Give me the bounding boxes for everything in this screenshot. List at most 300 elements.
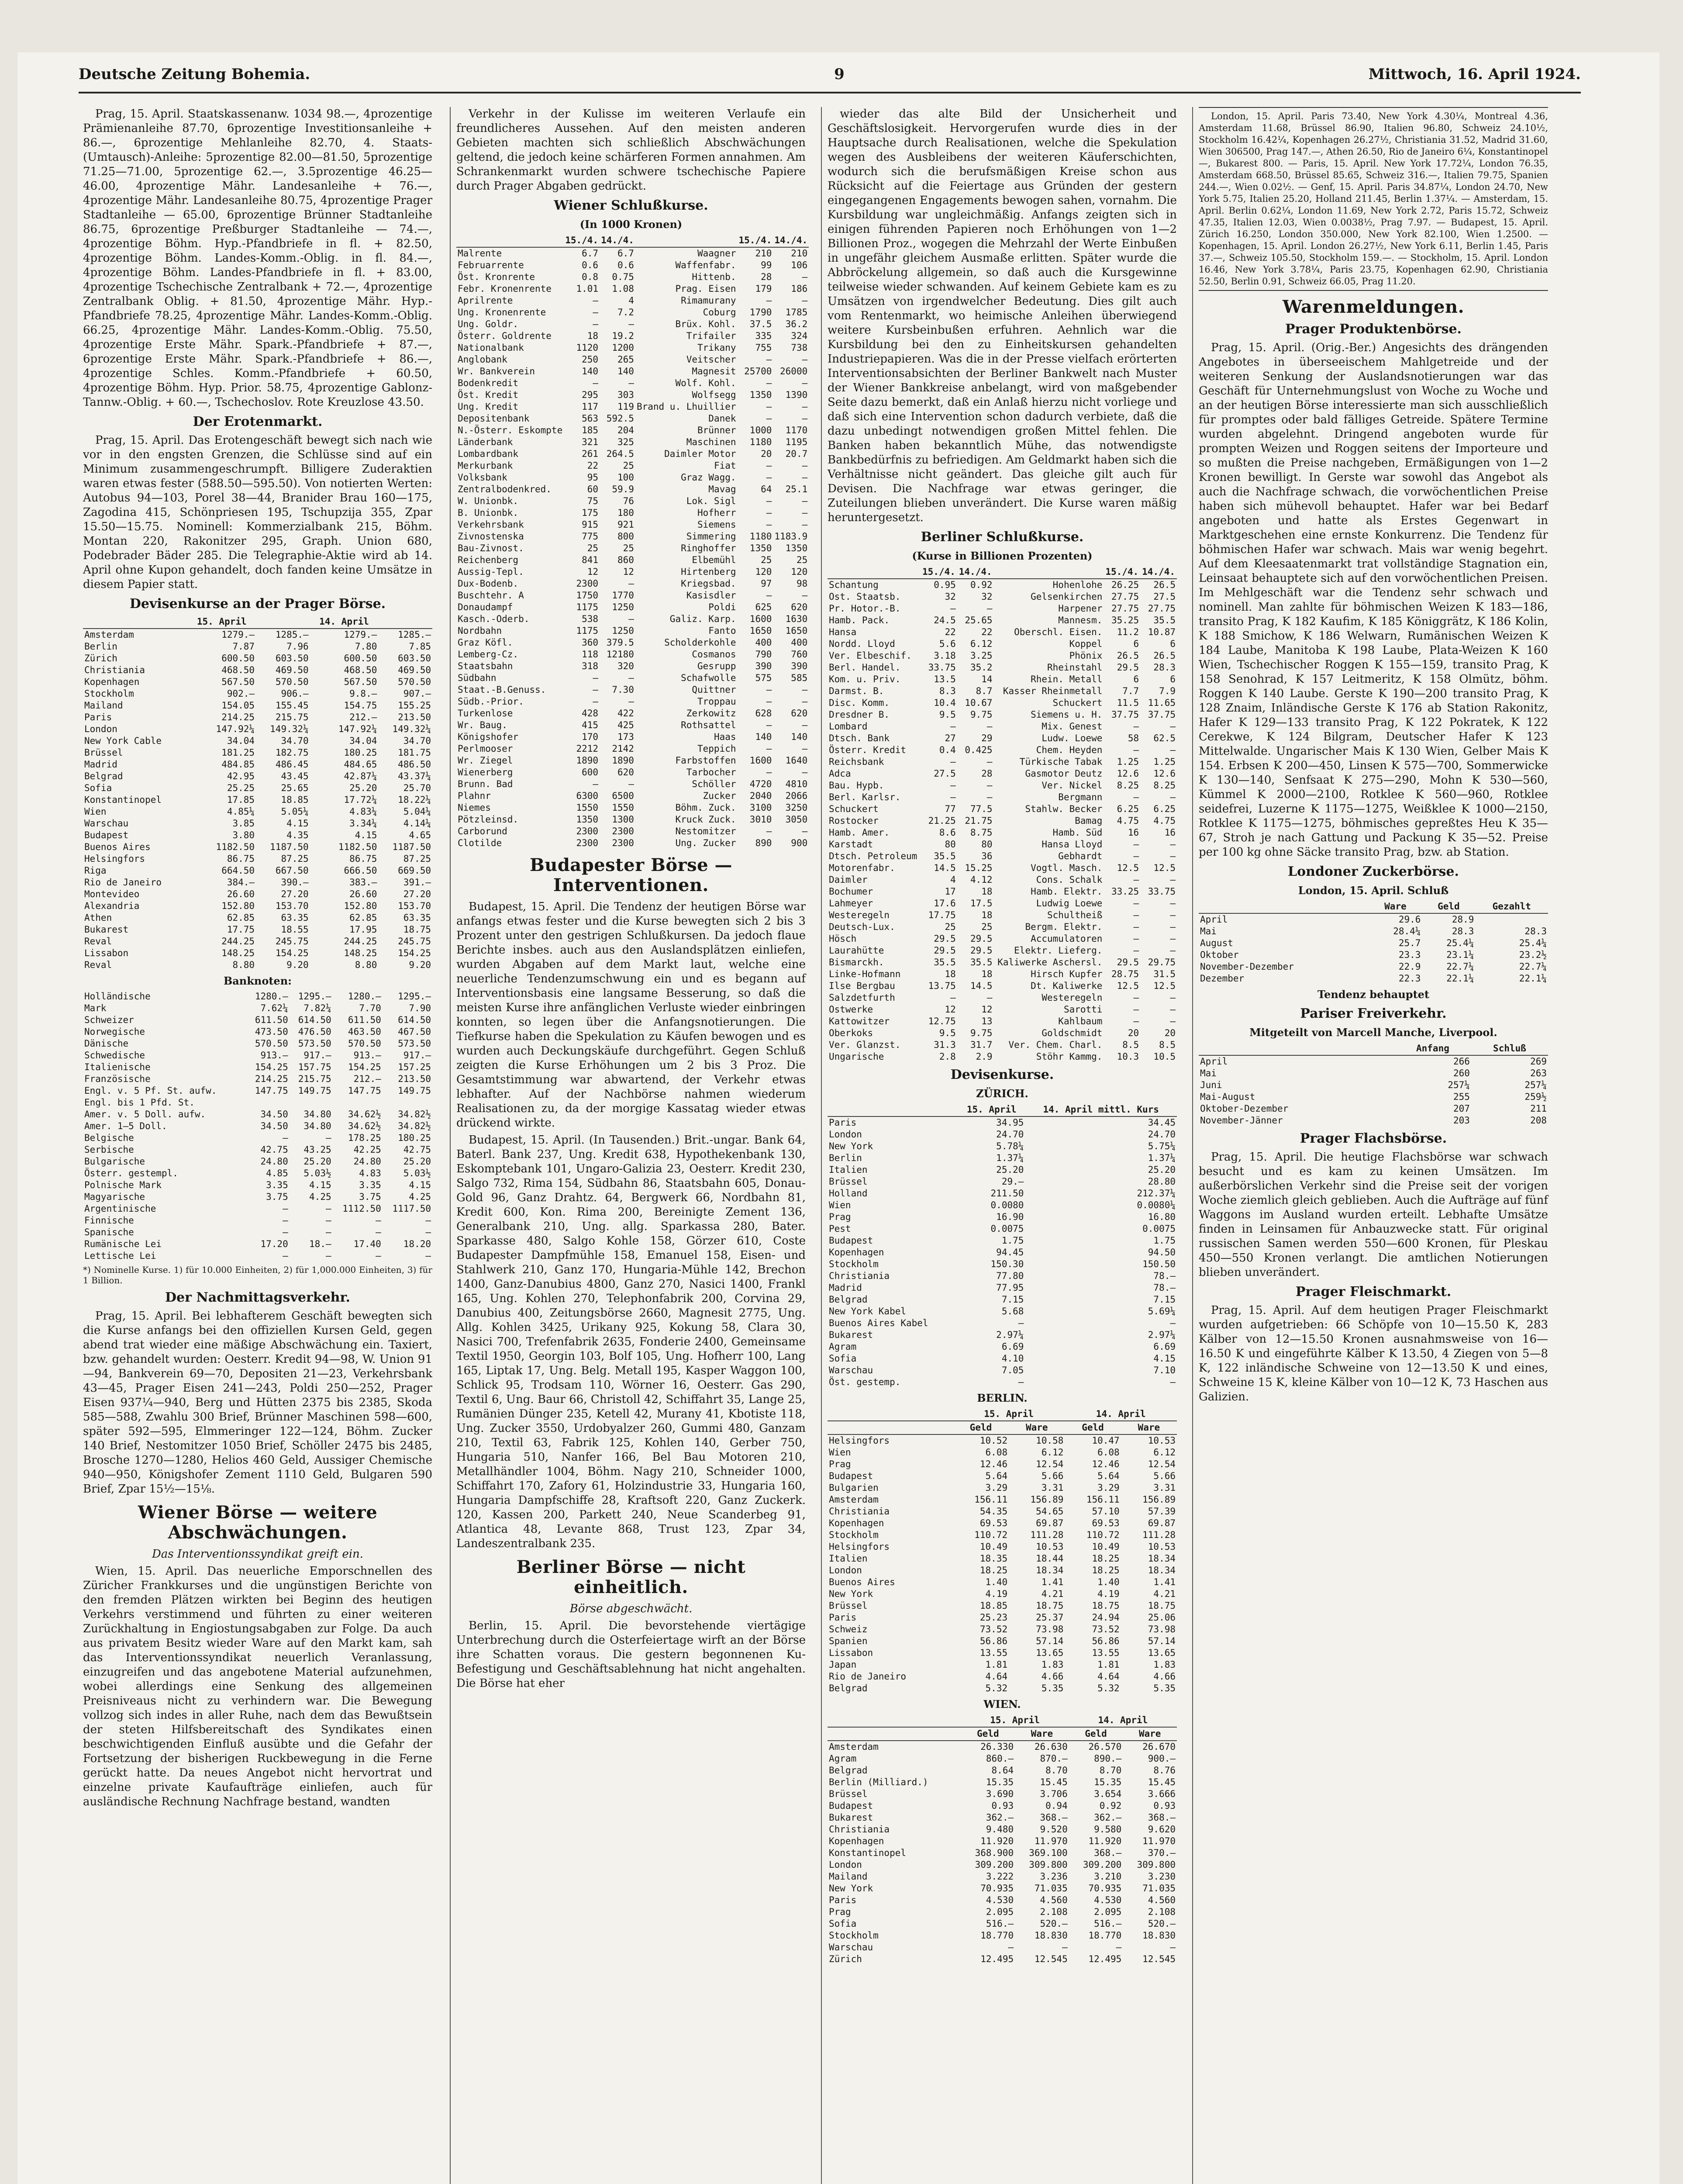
table-row bbox=[83, 806, 432, 818]
table-cell: — bbox=[766, 413, 772, 424]
table-cell: 111.28 bbox=[1142, 1530, 1176, 1540]
table-cell: 10.87 bbox=[1148, 627, 1176, 637]
table-cell: 570.50 bbox=[255, 1038, 288, 1049]
column-header: Ware bbox=[1121, 1421, 1177, 1434]
table-cell: — bbox=[1170, 792, 1176, 802]
table-cell: Italienische bbox=[84, 1062, 151, 1072]
table-cell: 27.5 bbox=[1153, 591, 1176, 602]
table-cell: — bbox=[1170, 910, 1176, 920]
table-cell: 0.94 bbox=[1045, 1800, 1068, 1811]
table-cell: 0.0075 bbox=[1142, 1223, 1176, 1234]
table-cell bbox=[1475, 913, 1548, 926]
table-cell: Stockholm bbox=[829, 1530, 879, 1540]
table-cell: Trikany bbox=[697, 342, 736, 353]
table-cell: 18.20 bbox=[403, 1239, 431, 1249]
table-cell: 4.21 bbox=[1153, 1589, 1176, 1599]
masthead-date: Mittwoch, 16. April 1924. bbox=[1368, 66, 1581, 83]
table-cell: Daimler Motor bbox=[664, 449, 736, 459]
table-cell: 110.72 bbox=[1086, 1530, 1120, 1540]
table-cell: 400 bbox=[791, 637, 808, 648]
table-row bbox=[456, 354, 809, 366]
table-cell: 870.— bbox=[1040, 1753, 1068, 1764]
kulisse-text: Verkehr in der Kulisse im weiteren Verlaufe ein freundlicheres Aussehen. Auf den meisten anderen Gebieten machten sich schließlich Abschwächungen geltend, die jedoch keine schärferen Formen annahmen. Am Schrankenmarkt wurden schwere tschechische Papiere durch Prager Abgaben gedrückt. bbox=[456, 107, 806, 193]
table-cell: 0.95 bbox=[934, 580, 956, 590]
table-cell: 620 bbox=[791, 708, 808, 719]
table-row bbox=[1199, 913, 1548, 926]
table-cell: 7.70 bbox=[359, 1003, 381, 1013]
table-cell: — bbox=[1170, 898, 1176, 909]
table-cell: — bbox=[986, 757, 993, 767]
table-cell: 1.75 bbox=[1001, 1235, 1024, 1246]
table-cell: 120 bbox=[791, 567, 808, 577]
column-1 bbox=[83, 107, 432, 2184]
table-cell: 0.8 bbox=[582, 272, 599, 282]
table-cell: 1600 bbox=[749, 614, 772, 624]
table-cell: 63.35 bbox=[403, 912, 431, 923]
table-cell: 75 bbox=[587, 496, 599, 506]
table-cell: 29.— bbox=[1001, 1176, 1024, 1187]
table-cell: 147.75 bbox=[348, 1085, 381, 1096]
table-cell: 211 bbox=[1530, 1103, 1547, 1114]
table-cell: 4.35 bbox=[286, 830, 309, 840]
table-cell: 94.50 bbox=[1148, 1247, 1176, 1258]
table-row bbox=[828, 721, 1177, 733]
table-cell: Buenos Aires Kabel bbox=[829, 1318, 928, 1328]
table-cell: 43.45 bbox=[281, 771, 309, 781]
table-cell: 36.2 bbox=[785, 319, 808, 329]
table-cell: 600 bbox=[582, 767, 599, 778]
table-cell: 16.80 bbox=[1148, 1212, 1176, 1222]
table-row bbox=[83, 794, 432, 806]
table-cell: Amsterdam bbox=[829, 1494, 879, 1505]
berlin-label: BERLIN. bbox=[977, 1392, 1028, 1404]
table-cell: 14 bbox=[981, 674, 993, 684]
column-header: Schluß bbox=[1471, 1042, 1548, 1055]
table-cell: — bbox=[1133, 874, 1139, 885]
table-cell: — bbox=[1133, 745, 1139, 755]
table-cell: 1300 bbox=[612, 814, 634, 825]
table-cell: 215.75 bbox=[275, 712, 309, 722]
table-cell: 775 bbox=[582, 531, 599, 542]
table-cell: — bbox=[1018, 1377, 1024, 1387]
table-cell: 26.5 bbox=[1153, 580, 1176, 590]
table-cell: Stöhr Kammg. bbox=[1036, 1051, 1103, 1062]
table-cell: — bbox=[1170, 874, 1176, 885]
table-cell: Hansa Lloyd bbox=[1042, 839, 1103, 850]
table-cell: 664.50 bbox=[221, 865, 255, 876]
column-header: 14. April mittl. Kurs bbox=[1025, 1103, 1177, 1116]
table-row bbox=[828, 697, 1177, 709]
table-cell: 12.5 bbox=[1153, 981, 1176, 991]
table-cell: 12 bbox=[981, 1004, 993, 1015]
table-cell: 34.70 bbox=[403, 736, 431, 746]
table-cell: — bbox=[376, 1227, 381, 1237]
table-cell: Bodenkredit bbox=[458, 378, 519, 388]
table-cell: 4.25 bbox=[409, 1192, 431, 1202]
table-row bbox=[83, 912, 432, 924]
table-cell: 573.50 bbox=[298, 1038, 331, 1049]
table-cell: 18.— bbox=[309, 1239, 331, 1249]
table-cell: 3.210 bbox=[1094, 1871, 1122, 1882]
table-cell: Ver. Glanzst. bbox=[829, 1040, 901, 1050]
anleihen-text: Prag, 15. April. Staatskassenanw. 1034 98.—, 4prozentige Prämienanleihe 87.70, 6prozentige Investitionsanleihe + 86.—, 6prozentige Mehlanleihe 82.70, 4. Staats-(Umtausch)-Anleihe: 5prozentige 82.00—81.50, 5prozentige 71.25—71.00, 5prozentige 62.—, 3.5prozentige 46.25—46.00, 4prozentige Mähr. Landesanleihe + 76.—, 4prozentige Mähr. Landesanleihe 80.75, 4prozentige Prager Stadtanleihe — 65.00, 6prozentige Brünner Stadtanleihe 86.75, 6prozentige Preßburger Stadtanleihe — 74.—, 4prozentige Böhm. Hyp.-Pfandbriefe in fl. + 82.50, 4prozentige Böhm. Landes-Komm.-Oblig. in fl. 84.—, 4prozentige Böhm. Landes-Pfandbriefe in fl. + 83.00, 4prozentige Tschechische Zentralbank + 72.—, 4prozentige Zentralbank Oblig. + 81.50, 4prozentige Mähr. Hyp.-Pfandbriefe 78.25, 4prozentige Mähr. Landes-Komm.-Oblig. 66.25, 4prozentige Mähr. Landes-Komm.-Oblig. 75.50, 4prozentige Erste Mähr. Spark.-Pfandbriefe + 87.—, 6prozentige Erste Mähr. Spark.-Pfandbriefe + 86.—, 4prozentige Schles. Komm.-Pfandbriefe + 60.50, 4prozentige Böhm. Hyp. Prior. 58.75, 4prozentige Gablonz-Tannw.-Oblig. + 60.—, Tschechoslov. Rote Kreuzlose 43.50. bbox=[83, 107, 432, 409]
table-cell: — bbox=[950, 992, 956, 1003]
table-cell: Ringhoffer bbox=[681, 543, 736, 553]
table-cell: — bbox=[628, 614, 634, 624]
table-cell: 17.72¼ bbox=[344, 795, 377, 805]
table-cell: 180.25 bbox=[398, 1133, 431, 1143]
table-cell: Kasch.-Oderb. bbox=[458, 614, 530, 624]
table-cell: Rothsattel bbox=[681, 720, 736, 730]
table-row bbox=[83, 900, 432, 912]
table-row bbox=[828, 1835, 1177, 1847]
table-row bbox=[83, 829, 432, 841]
table-cell: 147.92¼ bbox=[338, 724, 377, 734]
table-row bbox=[456, 342, 809, 354]
table-cell: 20.7 bbox=[785, 449, 808, 459]
table-cell: 468.50 bbox=[344, 665, 377, 675]
table-cell: 155.45 bbox=[275, 700, 309, 711]
table-cell: Hamb. Pack. bbox=[829, 615, 890, 625]
table-cell: 0.4 bbox=[939, 745, 956, 755]
table-cell: Magnesit bbox=[692, 366, 736, 377]
table-cell: 156.11 bbox=[974, 1494, 1008, 1505]
table-cell: 4810 bbox=[785, 779, 808, 789]
table-cell: 6.69 bbox=[1001, 1341, 1024, 1352]
table-cell: Oberschl. Eisen. bbox=[1014, 627, 1103, 637]
column-header: Ware bbox=[1123, 1727, 1177, 1741]
table-cell: Riga bbox=[84, 865, 107, 876]
table-cell: 25.06 bbox=[1148, 1612, 1176, 1623]
table-cell: Malrente bbox=[458, 248, 502, 259]
table-cell: Argentinische bbox=[84, 1203, 156, 1214]
table-row bbox=[828, 1341, 1177, 1353]
table-cell: 29.5 bbox=[1117, 957, 1139, 968]
table-row bbox=[828, 1765, 1177, 1776]
table-cell: 4.560 bbox=[1148, 1895, 1176, 1905]
table-cell: 1350 bbox=[749, 390, 772, 400]
table-cell: 34.50 bbox=[260, 1109, 288, 1120]
table-row bbox=[456, 731, 809, 743]
table-cell: 60 bbox=[587, 484, 599, 494]
table-cell: Nationalbank bbox=[458, 342, 524, 353]
table-cell: 34.82½ bbox=[398, 1109, 431, 1120]
column-header: 15./4. bbox=[738, 234, 773, 247]
table-row bbox=[83, 818, 432, 829]
table-cell: Lok. Sigl bbox=[686, 496, 736, 506]
table-row bbox=[456, 837, 809, 849]
column-header: Geld bbox=[1065, 1421, 1121, 1434]
table-cell: 4.85 bbox=[266, 1168, 288, 1178]
table-row bbox=[456, 625, 809, 637]
table-row bbox=[456, 389, 809, 401]
table-cell: 516.— bbox=[986, 1918, 1014, 1929]
table-cell: 95 bbox=[587, 472, 599, 483]
pariser-heading: Pariser Freiverkehr. bbox=[1300, 1006, 1447, 1021]
table-cell: 213.50 bbox=[398, 1074, 431, 1084]
table-cell: Ilse Bergbau bbox=[829, 981, 895, 991]
table-cell: 1350 bbox=[749, 543, 772, 553]
table-row bbox=[1199, 1055, 1548, 1068]
table-row bbox=[828, 992, 1177, 1004]
table-row bbox=[828, 1800, 1177, 1812]
table-cell: Veitscher bbox=[686, 354, 736, 365]
table-row bbox=[456, 684, 809, 696]
table-cell: Hamb. Süd bbox=[1052, 827, 1103, 838]
table-row bbox=[828, 1659, 1177, 1671]
table-cell: 1600 bbox=[749, 755, 772, 766]
table-cell: 13.5 bbox=[934, 674, 956, 684]
table-cell: 3.29 bbox=[1097, 1482, 1120, 1493]
table-cell: — bbox=[593, 673, 599, 683]
table-cell: 63.35 bbox=[281, 912, 309, 923]
table-row bbox=[1199, 1079, 1548, 1091]
table-cell: 26.5 bbox=[1153, 650, 1176, 661]
table-cell: 6500 bbox=[612, 791, 634, 801]
table-cell: 628 bbox=[755, 708, 772, 719]
table-row bbox=[828, 1918, 1177, 1930]
table-cell: Prag bbox=[829, 1212, 851, 1222]
table-cell: — bbox=[766, 354, 772, 365]
table-cell: 6.12 bbox=[1153, 1447, 1176, 1458]
table-cell: 9.620 bbox=[1148, 1824, 1176, 1835]
table-cell: 3.25 bbox=[970, 650, 993, 661]
table-cell: 370.— bbox=[1148, 1848, 1176, 1858]
table-cell: 1890 bbox=[576, 755, 599, 766]
table-cell: Buenos Aires bbox=[84, 842, 151, 852]
table-cell: — bbox=[1133, 898, 1139, 909]
table-cell: 18 bbox=[587, 331, 599, 341]
table-cell: — bbox=[1133, 1004, 1139, 1015]
table-cell: — bbox=[1133, 922, 1139, 932]
table-row bbox=[83, 771, 432, 782]
table-cell: — bbox=[593, 319, 599, 329]
table-cell: 603.50 bbox=[398, 653, 431, 663]
table-cell: 27.75 bbox=[1111, 603, 1139, 614]
table-cell: Lombard bbox=[829, 721, 868, 732]
table-cell: 120 bbox=[755, 567, 772, 577]
table-cell: 76 bbox=[623, 496, 634, 506]
table-cell: Schweiz bbox=[829, 1624, 868, 1635]
table-cell: — bbox=[1170, 992, 1176, 1003]
table-cell: 5.66 bbox=[1153, 1471, 1176, 1481]
table-row bbox=[456, 672, 809, 684]
table-cell: 73.52 bbox=[979, 1624, 1008, 1635]
column-header: Gezahlt bbox=[1475, 900, 1548, 913]
table-cell: New York bbox=[829, 1589, 873, 1599]
table-cell: 1280.— bbox=[348, 991, 381, 1002]
table-cell: 34.04 bbox=[349, 736, 377, 746]
table-row bbox=[83, 1061, 432, 1073]
table-cell: Staatsbahn bbox=[458, 661, 513, 671]
table-cell: 31.7 bbox=[970, 1040, 993, 1050]
table-cell: Mix. Genest bbox=[1042, 721, 1103, 732]
table-row bbox=[83, 1097, 432, 1109]
table-cell: 428 bbox=[582, 708, 599, 719]
table-cell: Perlmooser bbox=[458, 743, 513, 754]
table-cell: 8.70 bbox=[1045, 1765, 1068, 1776]
table-cell: Österr. Goldrente bbox=[458, 331, 552, 341]
table-cell: 325 bbox=[617, 437, 634, 447]
table-row bbox=[83, 947, 432, 959]
table-cell: 154.25 bbox=[398, 948, 431, 958]
table-cell: 245.75 bbox=[398, 936, 431, 947]
table-cell: 54.65 bbox=[1036, 1506, 1064, 1517]
table-cell: — bbox=[802, 472, 808, 483]
table-cell: — bbox=[1133, 721, 1139, 732]
table-cell: 755 bbox=[755, 342, 772, 353]
table-cell: Fanto bbox=[708, 625, 736, 636]
table-cell: 9.5 bbox=[939, 709, 956, 720]
table-cell: Rio de Janeiro bbox=[84, 877, 162, 888]
table-cell: Schafwolle bbox=[681, 673, 736, 683]
devisenkurse-heading: Devisenkurse. bbox=[950, 1067, 1054, 1082]
table-cell: 153.70 bbox=[398, 901, 431, 911]
table-cell: Goldschmidt bbox=[1042, 1028, 1103, 1038]
table-cell: Ost. Staatsb. bbox=[829, 591, 901, 602]
erotenmarkt-heading: Der Erotenmarkt. bbox=[193, 414, 323, 429]
table-cell: 7.30 bbox=[612, 684, 634, 695]
table-cell: 18.770 bbox=[980, 1930, 1014, 1941]
table-cell: Böhm. Zuck. bbox=[675, 802, 736, 813]
table-row bbox=[456, 318, 809, 330]
table-row bbox=[828, 968, 1177, 980]
table-cell: 369.100 bbox=[1029, 1848, 1068, 1858]
table-cell: 422 bbox=[617, 708, 634, 719]
table-row bbox=[1199, 949, 1548, 961]
table-row bbox=[456, 613, 809, 625]
flachsboerse-heading: Prager Flachsbörse. bbox=[1300, 1131, 1447, 1146]
table-cell: — bbox=[1133, 839, 1139, 850]
table-cell: Quittner bbox=[692, 684, 736, 695]
table-cell: Reval bbox=[84, 960, 112, 970]
table-row bbox=[828, 862, 1177, 874]
table-cell: 80 bbox=[945, 839, 956, 850]
table-row bbox=[83, 712, 432, 723]
table-cell: 149.75 bbox=[298, 1085, 331, 1096]
table-cell: Bulgarien bbox=[829, 1482, 879, 1493]
table-cell: Waffenfabr. bbox=[675, 260, 736, 270]
table-cell: 3.236 bbox=[1040, 1871, 1068, 1882]
table-cell: 22.3 bbox=[1398, 973, 1421, 984]
table-cell: Spanische bbox=[84, 1227, 134, 1237]
table-cell: Schuckert bbox=[829, 804, 879, 814]
table-cell: Paris bbox=[829, 1117, 857, 1128]
table-cell: 3.18 bbox=[934, 650, 956, 661]
table-cell: Paris bbox=[829, 1612, 857, 1623]
table-cell: Koppel bbox=[1069, 639, 1103, 649]
column-header: 15./4. bbox=[564, 234, 600, 247]
table-cell: 211.50 bbox=[990, 1188, 1024, 1199]
table-row bbox=[828, 1517, 1177, 1529]
table-cell: Kopenhagen bbox=[829, 1247, 884, 1258]
table-cell: 18.830 bbox=[1142, 1930, 1176, 1941]
banknoten-heading: Banknoten: bbox=[223, 975, 292, 987]
table-row bbox=[83, 1073, 432, 1085]
table-cell: 1.01 bbox=[576, 283, 599, 294]
table-cell: 484.85 bbox=[221, 759, 255, 770]
table-cell: 486.45 bbox=[275, 759, 309, 770]
table-cell: 18 bbox=[981, 969, 993, 979]
table-row bbox=[456, 377, 809, 389]
table-cell: 180 bbox=[617, 508, 634, 518]
table-cell: Plahnr bbox=[458, 791, 491, 801]
table-cell: 69.87 bbox=[1148, 1518, 1176, 1528]
table-row bbox=[828, 1565, 1177, 1576]
table-cell: 23.3 bbox=[1398, 950, 1421, 960]
table-cell: 1390 bbox=[785, 390, 808, 400]
table-cell: 27.75 bbox=[1111, 591, 1139, 602]
table-cell: 111.28 bbox=[1030, 1530, 1064, 1540]
table-row bbox=[456, 366, 809, 377]
table-cell: 10.53 bbox=[1148, 1541, 1176, 1552]
table-cell: 1182.50 bbox=[216, 842, 255, 852]
table-cell: 110.72 bbox=[974, 1530, 1008, 1540]
table-cell: 25.65 bbox=[281, 783, 309, 793]
table-cell: 321 bbox=[582, 437, 599, 447]
table-cell: Sarotti bbox=[1063, 1004, 1103, 1015]
table-cell: 4.64 bbox=[985, 1671, 1008, 1682]
table-cell: 1890 bbox=[612, 755, 634, 766]
table-cell: 24.80 bbox=[353, 1156, 381, 1167]
table-cell: 17.5 bbox=[970, 898, 993, 909]
table-cell: 212.— bbox=[349, 712, 377, 722]
table-row bbox=[828, 1482, 1177, 1494]
table-cell: Hansa bbox=[829, 627, 857, 637]
table-cell: — bbox=[1170, 922, 1176, 932]
table-row bbox=[828, 1016, 1177, 1027]
table-cell: 18.34 bbox=[1148, 1553, 1176, 1564]
table-cell: — bbox=[1170, 1016, 1176, 1026]
table-cell: 18.25 bbox=[1092, 1553, 1120, 1564]
table-cell: 573.50 bbox=[398, 1038, 431, 1049]
table-row bbox=[828, 1353, 1177, 1365]
table-cell: Budapest bbox=[829, 1800, 873, 1811]
table-cell: 1770 bbox=[612, 590, 634, 601]
wien-date-2: 14. April bbox=[1069, 1714, 1177, 1727]
table-cell: Ludw. Loewe bbox=[1042, 733, 1103, 743]
table-cell: 390 bbox=[791, 661, 808, 671]
table-cell: 3.75 bbox=[359, 1192, 381, 1202]
table-cell: 907.— bbox=[403, 688, 431, 699]
table-cell: 14.5 bbox=[934, 863, 956, 873]
table-cell: 390 bbox=[755, 661, 772, 671]
table-cell: 800 bbox=[617, 531, 634, 542]
table-cell: 2.9 bbox=[976, 1051, 993, 1062]
table-cell: 257¼ bbox=[1524, 1080, 1547, 1090]
table-cell: 625 bbox=[755, 602, 772, 612]
table-cell: Engl. v. 5 Pf. St. aufw. bbox=[84, 1085, 217, 1096]
table-cell: 22 bbox=[981, 627, 993, 637]
table-cell: 1250 bbox=[612, 625, 634, 636]
table-cell: 520.— bbox=[1040, 1918, 1068, 1929]
table-row bbox=[83, 759, 432, 771]
column-header bbox=[828, 1421, 953, 1434]
table-cell: 77.95 bbox=[996, 1282, 1024, 1293]
table-cell: 25.25 bbox=[227, 783, 255, 793]
table-row bbox=[456, 484, 809, 495]
table-cell: 106 bbox=[791, 260, 808, 270]
table-cell: 1.41 bbox=[1153, 1577, 1176, 1587]
table-cell: 7.87 bbox=[232, 641, 255, 652]
berlin-text: Berlin, 15. April. Die bevorstehende viertägige Unterbrechung durch die Osterfeiertage wirft an der Börse ihre Schatten voraus. Die gestern begonnenen Ku-Befestigung und Geschäftsablehnung hat nicht angehalten. Die Börse hat eher bbox=[456, 1619, 806, 1690]
table-cell: Brüssel bbox=[84, 747, 123, 758]
table-cell: Bamag bbox=[1075, 816, 1103, 826]
table-cell: Budapest bbox=[829, 1471, 873, 1481]
table-cell: 917.— bbox=[403, 1050, 431, 1061]
table-cell: — bbox=[986, 992, 993, 1003]
table-cell: Paris bbox=[84, 712, 112, 722]
